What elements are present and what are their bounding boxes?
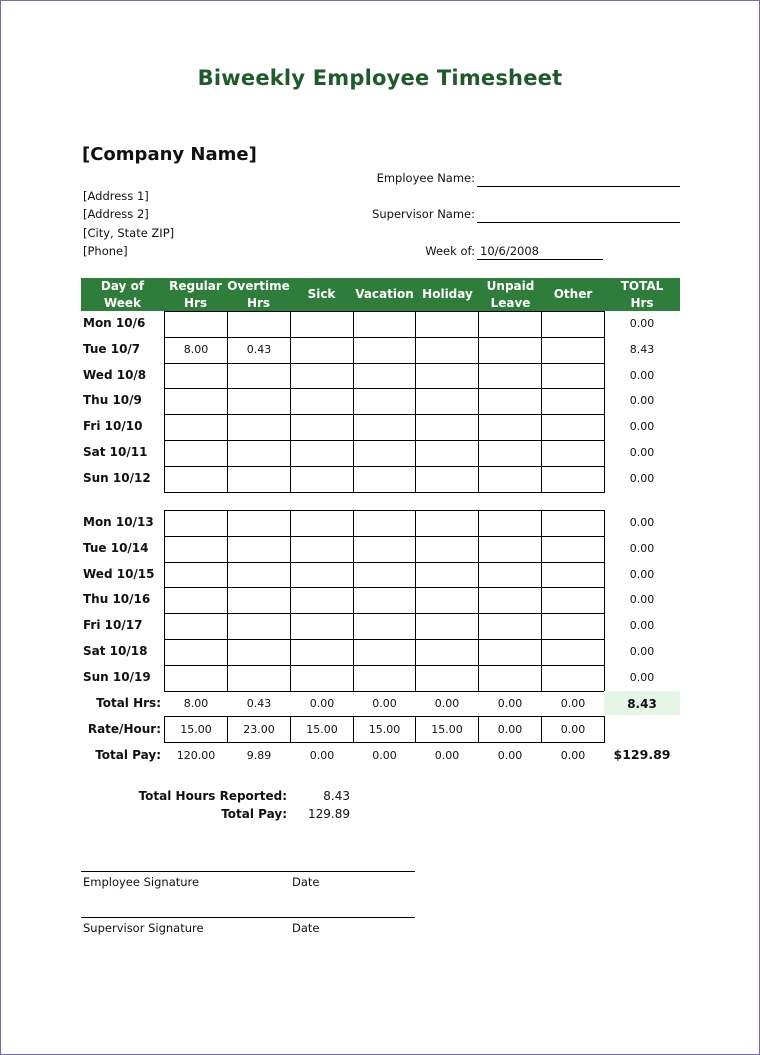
cell-regular[interactable]: [165, 619, 227, 638]
cell-other[interactable]: [542, 317, 604, 336]
summary-pay-value: 129.89: [308, 807, 350, 821]
grid-hline: [164, 414, 605, 415]
row-total: 0.00: [629, 446, 655, 459]
col-header-sick: Sick: [307, 287, 336, 301]
employee-name-label: Employee Name:: [376, 171, 475, 185]
day-label: Mon 10/6: [83, 316, 146, 330]
cell-overtime[interactable]: [228, 516, 290, 535]
row-total: 0.00: [629, 645, 655, 658]
supervisor-signature-line[interactable]: [81, 917, 415, 918]
grid-hline: [164, 665, 605, 666]
supervisor-name-label: Supervisor Name:: [372, 207, 475, 221]
row-total: 8.43: [629, 342, 655, 356]
col-header-overtime: Overtime Hrs: [227, 278, 290, 310]
grid-hline: [164, 510, 605, 511]
total-pay-value-overtime: 9.89: [246, 749, 272, 762]
col-header-day: Day of Week: [100, 278, 145, 310]
rate-value-regular[interactable]: 15.00: [180, 723, 212, 736]
cell-regular[interactable]: 8.00: [183, 342, 209, 356]
cell-regular[interactable]: [165, 568, 227, 587]
city-state-zip[interactable]: [City, State ZIP]: [83, 226, 175, 240]
cell-regular[interactable]: [165, 394, 227, 413]
cell-other[interactable]: [542, 369, 604, 388]
cell-overtime[interactable]: [228, 369, 290, 388]
cell-sick[interactable]: [291, 394, 353, 413]
summary-pay-label: Total Pay:: [221, 807, 287, 821]
cell-overtime[interactable]: 0.43: [246, 342, 272, 356]
cell-holiday[interactable]: [416, 317, 478, 336]
grid-hline: [164, 639, 605, 640]
rate-value-vacation[interactable]: 15.00: [368, 723, 401, 736]
address-line-2[interactable]: [Address 2]: [83, 207, 149, 221]
cell-overtime[interactable]: [228, 446, 290, 465]
total-hours-label: Total Hrs:: [96, 696, 161, 710]
rate-grid-hline: [164, 742, 605, 743]
day-label: Tue 10/14: [83, 540, 149, 555]
cell-sick[interactable]: [291, 446, 353, 465]
row-total: 0.00: [629, 593, 655, 607]
cell-holiday[interactable]: [416, 394, 478, 413]
day-label: Mon 10/13: [83, 515, 154, 529]
cell-other[interactable]: [542, 516, 604, 535]
cell-unpaid[interactable]: [479, 472, 541, 491]
cell-unpaid[interactable]: [479, 516, 541, 535]
rate-grid-vline: [164, 716, 165, 742]
cell-unpaid[interactable]: [479, 671, 541, 690]
row-total: 0.00: [629, 420, 655, 434]
cell-vacation[interactable]: [354, 671, 415, 690]
cell-vacation[interactable]: [354, 394, 415, 413]
company-name[interactable]: [Company Name]: [82, 144, 257, 165]
grand-total-hours: 8.43: [627, 697, 657, 711]
cell-regular[interactable]: [165, 420, 227, 439]
cell-vacation[interactable]: [354, 516, 415, 535]
cell-unpaid[interactable]: [479, 317, 541, 336]
week-of-field[interactable]: [477, 259, 603, 260]
row-total: 0.00: [629, 394, 655, 408]
day-label: Sat 10/18: [83, 644, 148, 658]
cell-holiday[interactable]: [416, 343, 478, 362]
cell-other[interactable]: [542, 645, 604, 664]
cell-sick[interactable]: [291, 369, 353, 388]
cell-holiday[interactable]: [416, 671, 478, 690]
cell-regular[interactable]: [165, 472, 227, 491]
cell-overtime[interactable]: [228, 593, 290, 612]
cell-vacation[interactable]: [354, 542, 415, 561]
cell-holiday[interactable]: [416, 619, 478, 638]
row-total: 0.00: [629, 317, 655, 330]
rate-grid-vline: [353, 716, 354, 742]
row-total: 0.00: [629, 471, 655, 485]
cell-other[interactable]: [542, 671, 604, 690]
summary-hours-value: 8.43: [323, 789, 350, 803]
row-total: 0.00: [629, 516, 655, 529]
day-label: Sat 10/11: [83, 445, 148, 459]
table-header: [81, 278, 680, 311]
cell-vacation[interactable]: [354, 420, 415, 439]
rate-value-overtime[interactable]: 23.00: [243, 723, 275, 736]
cell-overtime[interactable]: [228, 542, 290, 561]
cell-regular[interactable]: [165, 671, 227, 690]
cell-holiday[interactable]: [416, 446, 478, 465]
cell-other[interactable]: [542, 568, 604, 587]
cell-regular[interactable]: [165, 593, 227, 612]
cell-vacation[interactable]: [354, 593, 415, 612]
cell-overtime[interactable]: [228, 568, 290, 587]
cell-unpaid[interactable]: [479, 568, 541, 587]
row-total: 0.00: [629, 670, 655, 684]
rate-value-holiday[interactable]: 15.00: [431, 723, 463, 736]
rate-grid-vline: [415, 716, 416, 742]
cell-overtime[interactable]: [228, 472, 290, 491]
cell-holiday[interactable]: [416, 516, 478, 535]
grid-hline: [164, 536, 605, 537]
cell-sick[interactable]: [291, 516, 353, 535]
grid-hline: [164, 311, 605, 312]
cell-overtime[interactable]: [228, 420, 290, 439]
employee-signature-line[interactable]: [81, 871, 415, 872]
rate-grid-vline: [478, 716, 479, 742]
cell-regular[interactable]: [165, 369, 227, 388]
cell-overtime[interactable]: [228, 317, 290, 336]
week-of-value[interactable]: 10/6/2008: [480, 244, 539, 258]
day-label: Thu 10/9: [83, 393, 142, 408]
cell-other[interactable]: [542, 542, 604, 561]
grand-total-pay: $129.89: [613, 747, 671, 762]
total-pay-value-unpaid: 0.00: [497, 749, 523, 762]
employee-date-label: Date: [292, 875, 320, 889]
cell-sick[interactable]: [291, 568, 353, 587]
employee-signature-label: Employee Signature: [83, 875, 200, 889]
cell-other[interactable]: [542, 472, 604, 491]
page-title: Biweekly Employee Timesheet: [197, 66, 563, 90]
cell-vacation[interactable]: [354, 568, 415, 587]
cell-vacation[interactable]: [354, 369, 415, 388]
cell-unpaid[interactable]: [479, 542, 541, 561]
rate-grid-vline: [604, 716, 605, 742]
summary-hours-label: Total Hours Reported:: [138, 789, 287, 803]
cell-sick[interactable]: [291, 343, 353, 362]
cell-unpaid[interactable]: [479, 420, 541, 439]
total-hours-value-sick: 0.00: [309, 697, 335, 710]
cell-regular[interactable]: [165, 317, 227, 336]
day-label: Thu 10/16: [83, 592, 151, 607]
employee-name-field[interactable]: [477, 186, 680, 187]
row-total: 0.00: [629, 619, 655, 633]
total-hours-value-unpaid: 0.00: [497, 697, 523, 710]
grid-hline: [164, 492, 605, 493]
total-pay-value-other: 0.00: [560, 749, 586, 762]
grid-hline: [164, 466, 605, 467]
total-hours-value-other: 0.00: [560, 697, 586, 710]
col-header-unpaid: Unpaid Leave: [486, 278, 535, 310]
row-total: 0.00: [629, 567, 655, 581]
cell-sick[interactable]: [291, 593, 353, 612]
day-label: Fri 10/17: [83, 618, 143, 633]
day-label: Sun 10/19: [83, 669, 151, 684]
cell-sick[interactable]: [291, 671, 353, 690]
cell-holiday[interactable]: [416, 420, 478, 439]
cell-vacation[interactable]: [354, 343, 415, 362]
cell-unpaid[interactable]: [479, 446, 541, 465]
cell-unpaid[interactable]: [479, 394, 541, 413]
total-hours-value-vacation: 0.00: [372, 697, 397, 710]
total-hours-value-regular: 8.00: [183, 697, 209, 710]
day-label: Wed 10/8: [83, 367, 147, 382]
col-header-regular: Regular Hrs: [169, 278, 222, 310]
grid-hline: [164, 337, 605, 338]
cell-vacation[interactable]: [354, 317, 415, 336]
cell-unpaid[interactable]: [479, 369, 541, 388]
cell-overtime[interactable]: [228, 619, 290, 638]
cell-vacation[interactable]: [354, 645, 415, 664]
day-label: Wed 10/15: [83, 566, 155, 581]
cell-other[interactable]: [542, 420, 604, 439]
total-pay-value-sick: 0.00: [309, 749, 335, 762]
cell-vacation[interactable]: [354, 472, 415, 491]
cell-overtime[interactable]: [228, 671, 290, 690]
cell-unpaid[interactable]: [479, 343, 541, 362]
cell-other[interactable]: [542, 394, 604, 413]
cell-other[interactable]: [542, 446, 604, 465]
day-label: Fri 10/10: [83, 419, 143, 434]
phone[interactable]: [Phone]: [83, 244, 128, 258]
grid-hline: [164, 388, 605, 389]
cell-regular[interactable]: [165, 516, 227, 535]
grid-hline: [164, 691, 605, 692]
rate-grid-vline: [290, 716, 291, 742]
cell-other[interactable]: [542, 619, 604, 638]
cell-sick[interactable]: [291, 420, 353, 439]
supervisor-signature-label: Supervisor Signature: [83, 921, 204, 935]
cell-regular[interactable]: [165, 645, 227, 664]
cell-unpaid[interactable]: [479, 645, 541, 664]
day-label: Tue 10/7: [83, 341, 141, 356]
cell-holiday[interactable]: [416, 593, 478, 612]
col-header-total: TOTAL Hrs: [620, 278, 664, 310]
grid-hline: [164, 363, 605, 364]
grid-hline: [164, 562, 605, 563]
rate-grid-vline: [227, 716, 228, 742]
cell-regular[interactable]: [165, 542, 227, 561]
cell-vacation[interactable]: [354, 619, 415, 638]
cell-other[interactable]: [542, 593, 604, 612]
cell-overtime[interactable]: [228, 645, 290, 664]
address-line-1[interactable]: [Address 1]: [83, 189, 149, 203]
total-pay-value-holiday: 0.00: [434, 749, 460, 762]
cell-vacation[interactable]: [354, 446, 415, 465]
cell-holiday[interactable]: [416, 645, 478, 664]
grid-hline: [164, 440, 605, 441]
cell-holiday[interactable]: [416, 568, 478, 587]
supervisor-name-field[interactable]: [477, 222, 680, 223]
rate-value-other[interactable]: 0.00: [560, 723, 586, 736]
col-header-holiday: Holiday: [422, 287, 473, 301]
cell-unpaid[interactable]: [479, 593, 541, 612]
grid-hline: [164, 587, 605, 588]
total-hours-value-overtime: 0.43: [246, 697, 272, 710]
cell-other[interactable]: [542, 343, 604, 362]
cell-holiday[interactable]: [416, 472, 478, 491]
cell-sick[interactable]: [291, 472, 353, 491]
row-total: 0.00: [629, 368, 655, 382]
rate-value-unpaid[interactable]: 0.00: [497, 723, 523, 736]
cell-overtime[interactable]: [228, 394, 290, 413]
day-label: Sun 10/12: [83, 470, 151, 485]
rate-grid-hline: [164, 716, 605, 717]
cell-sick[interactable]: [291, 542, 353, 561]
total-hours-value-holiday: 0.00: [434, 697, 460, 710]
total-pay-value-vacation: 0.00: [372, 749, 397, 762]
col-header-other: Other: [553, 287, 593, 301]
row-total: 0.00: [629, 541, 655, 555]
cell-holiday[interactable]: [416, 542, 478, 561]
supervisor-date-label: Date: [292, 921, 320, 935]
cell-unpaid[interactable]: [479, 619, 541, 638]
cell-sick[interactable]: [291, 317, 353, 336]
rate-hour-label: Rate/Hour:: [87, 722, 161, 736]
total-pay-value-regular: 120.00: [176, 749, 216, 762]
rate-value-sick[interactable]: 15.00: [306, 723, 338, 736]
week-of-label: Week of:: [425, 244, 475, 258]
cell-regular[interactable]: [165, 446, 227, 465]
cell-sick[interactable]: [291, 619, 353, 638]
grid-hline: [164, 613, 605, 614]
col-header-vacation: Vacation: [355, 287, 414, 301]
total-pay-label: Total Pay:: [95, 748, 161, 762]
rate-grid-vline: [541, 716, 542, 742]
cell-holiday[interactable]: [416, 369, 478, 388]
cell-sick[interactable]: [291, 645, 353, 664]
